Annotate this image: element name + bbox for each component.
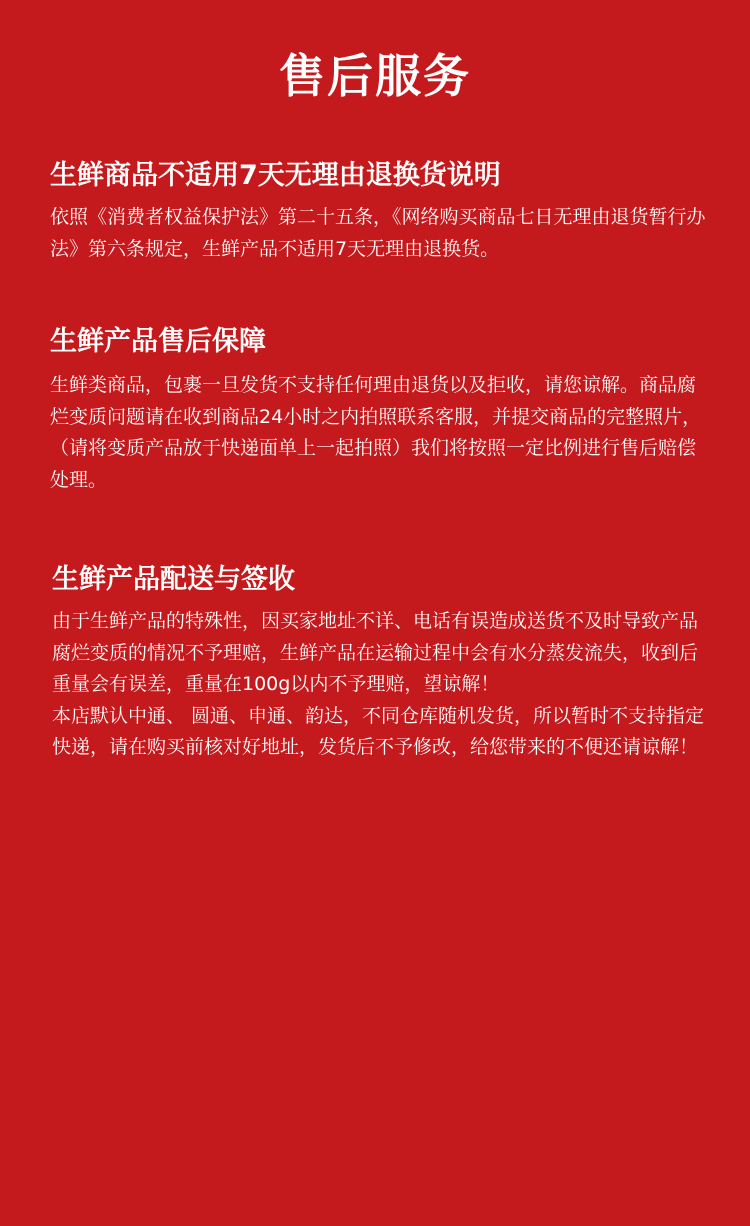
section-paragraph: 本店默认中通、 圆通、申通、韵达，不同仓库随机发货，所以暂时不支持指定快递，请在购买前核对好地址，发货后不予修改，给您带来的不便还请谅解！ <box>52 704 705 758</box>
section-paragraph: 由于生鲜产品的特殊性，因买家地址不详、电话有误造成送货不及时导致产品腐烂变质的情况不予理赔，生鲜产品在运输过程中会有水分蒸发流失，收到后重量会有误差，重量在100g以内不予理赔，望谅解！ <box>52 610 699 695</box>
section-heading: 生鲜商品不适用7天无理由退换货说明 <box>50 160 501 191</box>
page-title: 售后服务 <box>279 49 471 103</box>
section-heading: 生鲜产品售后保障 <box>50 326 266 357</box>
section-body <box>50 202 710 265</box>
section-paragraph: 生鲜类商品，包裹一旦发货不支持任何理由退货以及拒收，请您谅解。商品腐烂变质问题请在收到商品24小时之内拍照联系客服，并提交商品的完整照片，（请将变质产品放于快递面单上一起拍照）我们将按照一定比例进行售后赔偿处理。 <box>50 374 702 491</box>
section-after-sales-guarantee <box>50 322 710 496</box>
section-paragraph: 依照《消费者权益保护法》第二十五条，《网络购买商品七日无理由退货暂行办法》第六条规定，生鲜产品不适用7天无理由退换货。 <box>50 206 706 260</box>
section-body <box>52 606 712 764</box>
section-no-return-policy <box>50 156 710 265</box>
section-heading: 生鲜产品配送与签收 <box>52 564 295 595</box>
section-delivery-and-receipt <box>52 560 712 764</box>
section-body <box>50 370 710 496</box>
